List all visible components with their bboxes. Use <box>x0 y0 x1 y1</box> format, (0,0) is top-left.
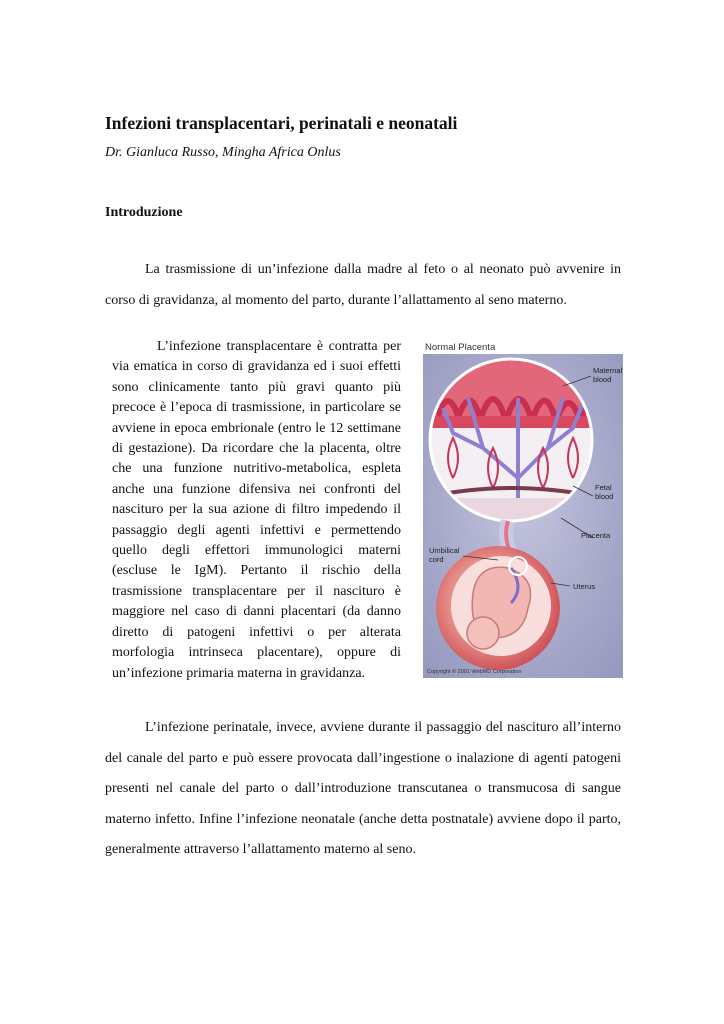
paragraph-intro: La trasmissione di un’infezione dalla madre al feto o al neonato può avvenire in corso di gravidanza, al momento del parto, durante l’allattamento al seno materno. <box>105 262 621 308</box>
document-author: Dr. Gianluca Russo, Mingha Africa Onlus <box>105 145 341 160</box>
figure-title: Normal Placenta <box>425 342 496 353</box>
section-heading: Introduzione <box>105 205 183 220</box>
label-umbilical-cord-line2: cord <box>429 555 444 564</box>
label-uterus: Uterus <box>573 582 596 591</box>
placenta-illustration <box>423 338 623 678</box>
paragraph-perinatal: L’infezione perinatale, invece, avviene durante il passaggio del nascituro all’interno del canale del parto e può essere provocata dall’ingestione o inalazione di agenti patogeni presenti nel canale del parto o dall’introduzione transcutanea o transmucosa di sangue materno infetto. Infine l’infezione neonatale (anche detta postnatale) avviene dopo il parto, generalmente attraverso l’allattamento materno al seno. <box>105 720 621 857</box>
label-fetal-blood-line2: blood <box>595 492 614 501</box>
label-maternal-blood-line1: Maternal <box>593 366 623 375</box>
document-title: Infezioni transplacentari, perinatali e neonatali <box>105 113 458 133</box>
label-umbilical-cord-line1: Umbilical <box>429 546 460 555</box>
figure-copyright: Copyright © 2001 WebMD Corporation <box>427 669 522 675</box>
label-fetal-blood-line1: Fetal <box>595 483 612 492</box>
placenta-figure <box>423 338 623 678</box>
label-placenta: Placenta <box>581 531 611 540</box>
label-maternal-blood-line2: blood <box>593 375 612 384</box>
paragraph-transplacental: L’infezione transplacentare è contratta per via ematica in corso di gravidanza ed i suoi effetti sono clinicamente tanto più gravi quanto più precoce è l’epoca di trasmissione, in particolare se avviene in epoca embrionale (entro le 12 settimane di gestazione). Da ricordare che la placenta, oltre che una funzione nutritivo-metabolica, espleta anche una funzione difensiva nei confronti del nascituro per la sua azione di filtro impedendo il passaggio degli agenti infettivi e permettendo quello degli effettori immunologici materni (escluse le IgM). Pertanto il rischio della trasmissione transplacentare per il nascituro è maggiore nel caso di danni placentari (da danno diretto di patogeni infettivi o per alterata morfologia intrinseca placentare), oppure di un’infezione primaria materna in gravidanza. <box>112 339 401 681</box>
